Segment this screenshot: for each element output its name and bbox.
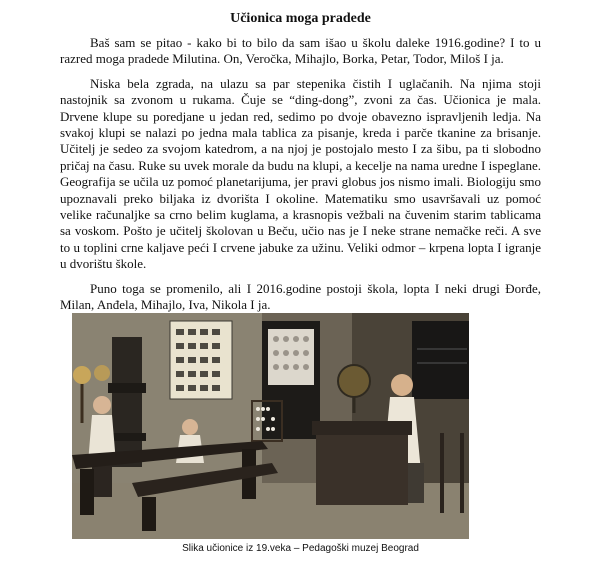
paragraph-intro: Baš sam se pitao - kako bi to bilo da sam išao u školu daleke 1916.godine? I to u razred moga pradede Milutina. On, Veročka, Mihajlo, Borka, Petar, Todor, Miloš I ja.: [60, 35, 541, 67]
teacher-desk: [312, 421, 412, 505]
document-title: Učionica moga pradede: [230, 11, 371, 26]
paragraph-classroom: Niska bela zgrada, na ulazu sa par stepenika čistih I uglačanih. Na njima stoji nastojnik sa zvonom u rukama. Čuje se “ding-dong”, zvoni za čas. Učionica je mala. Drvene klupe su poredjane u jedan red, sedimo po dvoje obavezno ispravljenih ledja. Na svakoj klupi se nalazi po jedna mala tablica za pisanje, kreda i parče tkanine za brisanje. Učitelj je sedeo za svojom katedrom, a na njoj je postojalo mesto I za šibu, pa ti slobodno pričaj na času. Ruke su uvek morale da budu na klupi, a kecelje na nama uredne I ispeglane. Geografija se učila uz pomoć planetarijuma, jer pravi globus jos nismo imali. Biologiju smo upoznavali preko biljaka iz dvorišta I okoline. Matematiku smo usavršavali uz pomoć velike računaljke sa crno belim kuglama, a krasnopis vežbali na čuvenim starim tablicama sa voskom. Pošto je učitelj školovan u Beču, učio nas je I neke strane nemačke reči. A sve to u toplini crne kaljave peći I crvene jabuke za užinu. Veliki odmor – krpena lopta I igranje u dvorištu škole.: [60, 75, 541, 272]
wall-chart: [170, 321, 232, 399]
photo-caption: Slika učionice iz 19.veka – Pedagoški muzej Beograd: [182, 543, 419, 554]
class-photo-panel: [262, 321, 320, 439]
paragraph-today: Puno toga se promenilo, ali I 2016.godine postoji škola, lopta I neki drugi Đorđe, Milan, Anđela, Mihajlo, Iva, Nikola I ja.: [60, 280, 541, 313]
classroom-photo: [72, 313, 469, 539]
blackboard: [412, 321, 469, 399]
